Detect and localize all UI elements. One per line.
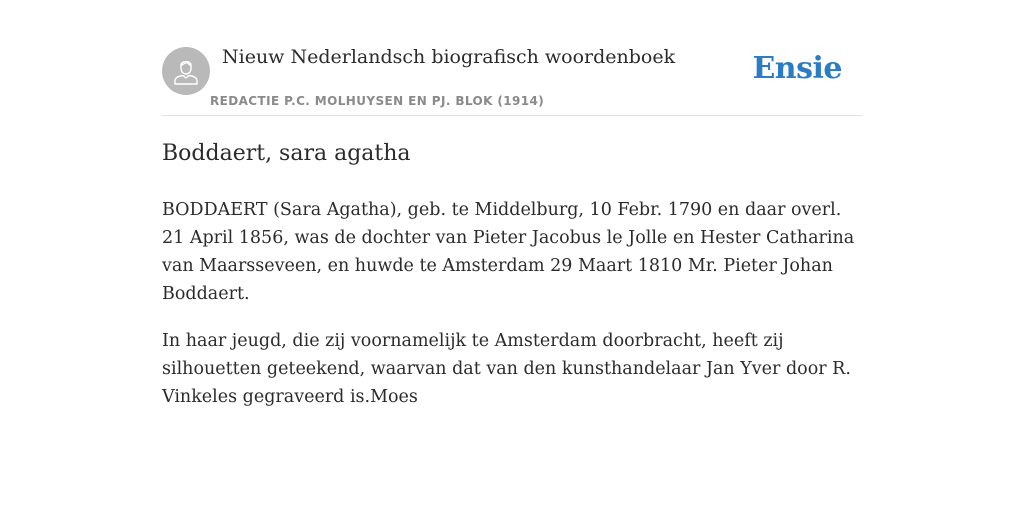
avatar[interactable] — [162, 47, 210, 95]
source-header — [162, 44, 862, 116]
source-title[interactable]: Nieuw Nederlandsch biografisch woordenboek — [222, 46, 676, 68]
article-title: Boddaert, sara agatha — [162, 141, 411, 166]
article-paragraph: BODDAERT (Sara Agatha), geb. te Middelburg, 10 Febr. 1790 en daar overl. 21 April 1856, was de dochter van Pieter Jacobus le Jolle en Hester Catharina van Maarsseveen, en huwde te Amsterdam 29 Maart 1810 Mr. Pieter Johan Boddaert. — [162, 200, 855, 304]
article — [162, 138, 862, 430]
article-paragraph: In haar jeugd, die zij voornamelijk te Amsterdam doorbracht, heeft zij silhouetten geteekend, waarvan dat van den kunsthandelaar Jan Yver door R. Vinkeles gegraveerd is.Moes — [162, 331, 851, 407]
ensie-logo[interactable]: Ensie — [752, 51, 842, 86]
source-editors: REDACTIE P.C. MOLHUYSEN EN PJ. BLOK (1914) — [210, 94, 545, 108]
user-placeholder-icon — [172, 56, 200, 86]
